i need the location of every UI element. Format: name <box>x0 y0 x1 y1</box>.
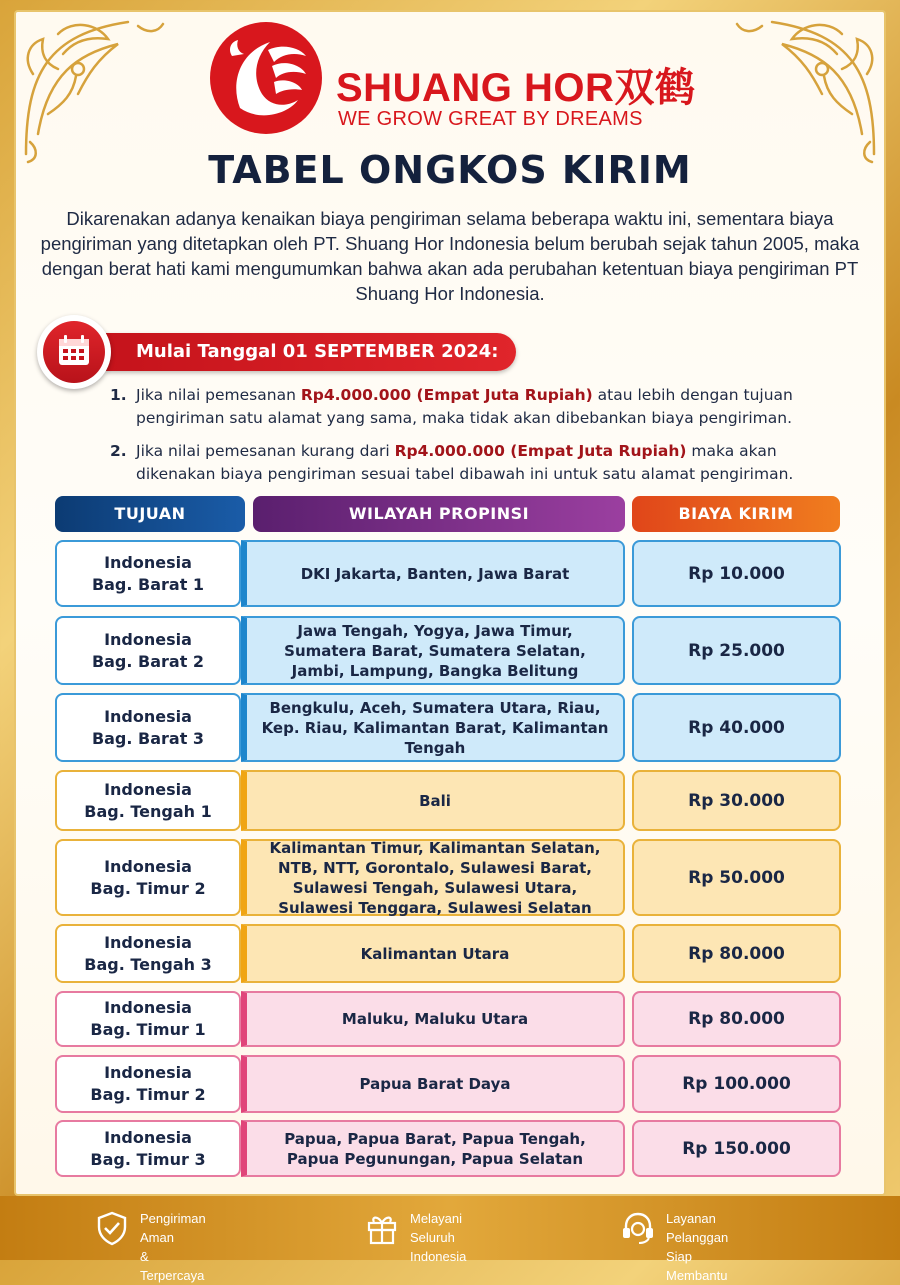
cell-biaya: Rp 80.000 <box>632 924 841 983</box>
cell-tujuan: Indonesia Bag. Timur 2 <box>55 839 241 916</box>
cell-tujuan: Indonesia Bag. Timur 3 <box>55 1120 241 1177</box>
cell-wilayah: Kalimantan Timur, Kalimantan Selatan, NTB, NTT, Gorontalo, Sulawesi Barat, Sulawesi Tengah, Sulawesi Utara, Sulawesi Tenggara, Sulawesi Selatan <box>241 839 625 916</box>
table-row <box>55 839 841 916</box>
cell-biaya: Rp 100.000 <box>632 1055 841 1113</box>
page-title: TABEL ONGKOS KIRIM <box>208 148 692 192</box>
cell-tujuan: Indonesia Bag. Barat 2 <box>55 616 241 685</box>
table-row <box>55 616 841 685</box>
start-date-label: Mulai Tanggal 01 SEPTEMBER 2024: <box>136 341 499 362</box>
table-row <box>55 693 841 762</box>
table-row <box>55 1120 841 1177</box>
table-row <box>55 540 841 607</box>
gift-icon <box>364 1210 400 1246</box>
cell-wilayah: Maluku, Maluku Utara <box>241 991 625 1047</box>
brand-name: SHUANG HOR双鹤 <box>336 66 696 110</box>
highlight-amount: Rp4.000.000 (Empat Juta Rupiah) <box>300 386 593 404</box>
cell-wilayah: Papua Barat Daya <box>241 1055 625 1113</box>
crane-logo-icon <box>210 22 322 134</box>
start-date-banner <box>106 333 516 371</box>
header-tujuan: TUJUAN <box>55 496 245 532</box>
table-row <box>55 991 841 1047</box>
cell-biaya: Rp 25.000 <box>632 616 841 685</box>
brand-logo <box>196 16 716 136</box>
table-row <box>55 1055 841 1113</box>
cell-biaya: Rp 10.000 <box>632 540 841 607</box>
headset-icon <box>620 1210 656 1246</box>
highlight-amount: Rp4.000.000 (Empat Juta Rupiah) <box>394 442 687 460</box>
header-biaya: BIAYA KIRIM <box>632 496 840 532</box>
cell-biaya: Rp 80.000 <box>632 991 841 1047</box>
cell-wilayah: Papua, Papua Barat, Papua Tengah, Papua Pegunungan, Papua Selatan <box>241 1120 625 1177</box>
cell-wilayah: Bali <box>241 770 625 831</box>
cell-tujuan: Indonesia Bag. Timur 1 <box>55 991 241 1047</box>
cell-wilayah: DKI Jakarta, Banten, Jawa Barat <box>241 540 625 607</box>
cell-tujuan: Indonesia Bag. Tengah 3 <box>55 924 241 983</box>
intro-paragraph: Dikarenakan adanya kenaikan biaya pengiriman selama beberapa waktu ini, sementara biaya pengiriman yang ditetapkan oleh PT. Shuang Hor Indonesia belum berubah sejak tahun 2005, maka dengan berat hati kami mengumumkan bahwa akan ada perubahan ketentuan biaya pengiriman PT Shuang Hor Indonesia. <box>40 208 860 304</box>
cell-biaya: Rp 150.000 <box>632 1120 841 1177</box>
cell-tujuan: Indonesia Bag. Timur 2 <box>55 1055 241 1113</box>
ornament-corner-icon <box>18 14 168 164</box>
header-wilayah: WILAYAH PROPINSI <box>253 496 625 532</box>
cell-wilayah: Bengkulu, Aceh, Sumatera Utara, Riau, Kep. Riau, Kalimantan Barat, Kalimantan Tengah <box>241 693 625 762</box>
cell-tujuan: Indonesia Bag. Barat 3 <box>55 693 241 762</box>
ornament-corner-icon <box>732 14 882 164</box>
table-row <box>55 924 841 983</box>
cell-biaya: Rp 40.000 <box>632 693 841 762</box>
table-row <box>55 770 841 831</box>
brand-tagline: WE GROW GREAT BY DREAMS <box>338 108 643 130</box>
cell-biaya: Rp 50.000 <box>632 839 841 916</box>
cell-tujuan: Indonesia Bag. Tengah 1 <box>55 770 241 831</box>
rule-item: 2. Jika nilai pemesanan kurang dari Rp4.000.000 (Empat Juta Rupiah) maka akan dikenakan biaya pengiriman sesuai tabel dibawah ini untuk satu alamat pengiriman. <box>110 442 794 483</box>
calendar-badge <box>37 315 111 389</box>
rule-item: 1. Jika nilai pemesanan Rp4.000.000 (Empat Juta Rupiah) atau lebih dengan tujuan pengiriman satu alamat yang sama, maka tidak akan dibebankan biaya pengiriman. <box>110 386 793 427</box>
cell-tujuan: Indonesia Bag. Barat 1 <box>55 540 241 607</box>
cell-biaya: Rp 30.000 <box>632 770 841 831</box>
calendar-icon <box>43 321 105 383</box>
cell-wilayah: Jawa Tengah, Yogya, Jawa Timur, Sumatera Barat, Sumatera Selatan, Jambi, Lampung, Bangka Belitung <box>241 616 625 685</box>
cell-wilayah: Kalimantan Utara <box>241 924 625 983</box>
shield-check-icon <box>94 1210 130 1246</box>
